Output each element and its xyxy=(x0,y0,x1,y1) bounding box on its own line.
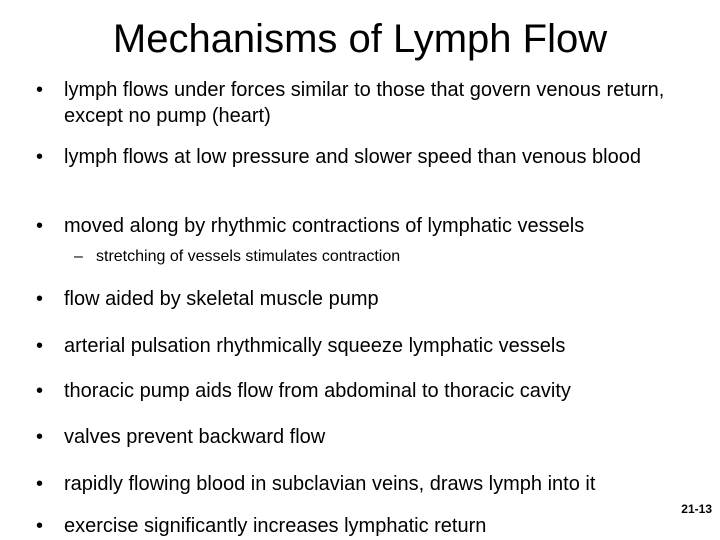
bullet-marker: • xyxy=(36,473,44,495)
bullet-marker: • xyxy=(36,426,44,448)
bullet-item xyxy=(36,424,714,450)
bullet-text: lymph flows at low pressure and slower speed than venous blood xyxy=(64,146,641,168)
bullet-text: rapidly flowing blood in subclavian veins, draws lymph into it xyxy=(64,473,596,495)
bullet-item xyxy=(36,513,714,539)
bullet-item xyxy=(36,471,714,497)
slide-number: 21-13 xyxy=(681,502,712,516)
bullet-text: lymph flows under forces similar to those that govern venous return, except no pump (heart) xyxy=(64,79,665,127)
bullet-item xyxy=(36,144,714,170)
bullet-marker: • xyxy=(36,146,44,168)
bullet-text: valves prevent backward flow xyxy=(64,426,326,448)
bullet-text: exercise significantly increases lymphatic return xyxy=(64,515,487,537)
bullet-marker: • xyxy=(36,215,44,237)
bullet-marker: • xyxy=(36,288,44,310)
bullet-item xyxy=(36,213,714,239)
sub-bullet-text: stretching of vessels stimulates contraction xyxy=(96,248,401,265)
slide-title: Mechanisms of Lymph Flow xyxy=(112,17,608,61)
bullet-marker: • xyxy=(36,79,44,101)
bullet-item xyxy=(36,286,714,312)
bullet-text: flow aided by skeletal muscle pump xyxy=(64,288,379,310)
bullet-marker: • xyxy=(36,380,44,402)
bullet-text: arterial pulsation rhythmically squeeze lymphatic vessels xyxy=(64,335,566,357)
bullet-item xyxy=(36,378,714,404)
sub-bullet-marker: – xyxy=(74,248,83,265)
bullet-text: moved along by rhythmic contractions of lymphatic vessels xyxy=(64,215,585,237)
bullet-marker: • xyxy=(36,335,44,357)
bullet-item xyxy=(36,333,714,359)
bullet-marker: • xyxy=(36,515,44,537)
sub-bullet-item xyxy=(74,247,714,267)
bullet-text: thoracic pump aids flow from abdominal to thoracic cavity xyxy=(64,380,571,402)
bullet-item xyxy=(36,77,714,129)
